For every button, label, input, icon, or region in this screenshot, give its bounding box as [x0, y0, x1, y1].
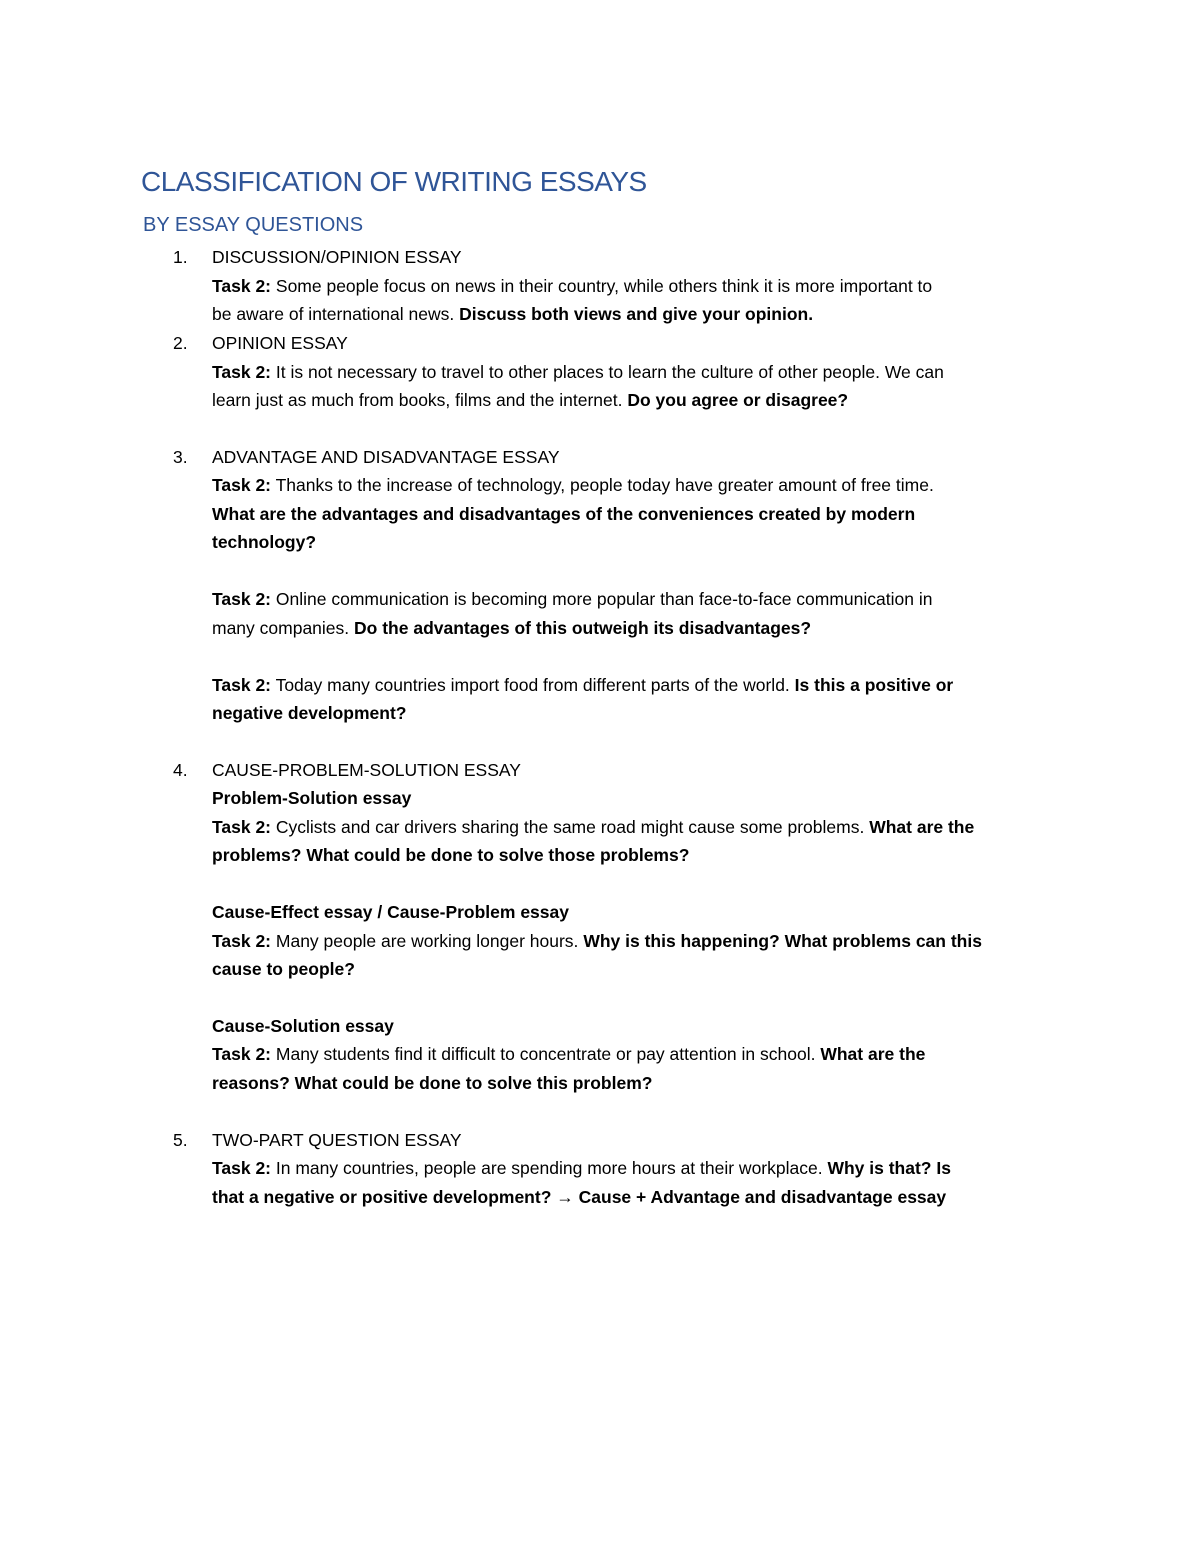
item-heading: CAUSE-PROBLEM-SOLUTION ESSAY [212, 760, 521, 780]
task-question: Do the advantages of this outweigh its disadvantages? [354, 618, 812, 638]
arrow-right-icon: → [556, 1187, 574, 1207]
task-line [212, 386, 848, 414]
subsection-heading: Cause-Solution essay [212, 1016, 394, 1036]
task-label: Task 2: [212, 362, 272, 382]
task-label: Task 2: [212, 1044, 272, 1064]
subsection-heading: Problem-Solution essay [212, 788, 412, 808]
task-question: What are the [869, 817, 975, 837]
task-note: Cause + Advantage and disadvantage essay [578, 1187, 947, 1207]
task-text: Cyclists and car drivers sharing the same road might cause some problems. [275, 817, 865, 837]
item-heading: DISCUSSION/OPINION ESSAY [212, 247, 462, 267]
task-text: Today many countries import food from different parts of the world. [275, 675, 790, 695]
task-label: Task 2: [212, 276, 272, 296]
task-line [212, 300, 813, 328]
task-label: Task 2: [212, 817, 272, 837]
task-text: Thanks to the increase of technology, people today have greater amount of free time. [275, 475, 934, 495]
task-question: Discuss both views and give your opinion. [459, 304, 814, 324]
task-text: many companies. [212, 618, 350, 638]
task-question: What are the [820, 1044, 926, 1064]
task-question: cause to people? [212, 959, 355, 979]
item-heading: OPINION ESSAY [212, 333, 348, 353]
task-question: Why is this happening? What problems can this [583, 931, 982, 951]
task-question: reasons? What could be done to solve this problem? [212, 1073, 653, 1093]
task-question: What are the advantages and disadvantages of the conveniences created by modern [212, 504, 916, 524]
page-subtitle: BY ESSAY QUESTIONS [143, 214, 364, 236]
task-text: Online communication is becoming more popular than face-to-face communication in [275, 589, 933, 609]
task-line [212, 1183, 946, 1211]
subsection-heading: Cause-Effect essay / Cause-Problem essay [212, 902, 569, 922]
task-question: Why is that? Is [827, 1158, 951, 1178]
item-heading: ADVANTAGE AND DISADVANTAGE ESSAY [212, 447, 560, 467]
item-number: 5. [173, 1130, 188, 1150]
item-heading: TWO-PART QUESTION ESSAY [212, 1130, 462, 1150]
page-title: CLASSIFICATION OF WRITING ESSAYS [141, 166, 647, 197]
task-question: negative development? [212, 703, 407, 723]
task-text: Many students find it difficult to concentrate or pay attention in school. [275, 1044, 816, 1064]
task-line [212, 614, 811, 642]
item-number: 3. [173, 447, 188, 467]
task-label: Task 2: [212, 675, 272, 695]
task-line [212, 813, 974, 841]
task-question: that a negative or positive development? [212, 1187, 552, 1207]
task-text: be aware of international news. [212, 304, 455, 324]
task-question: Is this a positive or [794, 675, 954, 695]
task-line [212, 671, 953, 699]
task-question: Do you agree or disagree? [627, 390, 849, 410]
task-label: Task 2: [212, 931, 272, 951]
task-line [212, 358, 944, 386]
task-line [212, 272, 932, 300]
task-line [212, 1154, 951, 1182]
item-number: 2. [173, 333, 188, 353]
task-text: It is not necessary to travel to other places to learn the culture of other people. We can [275, 362, 944, 382]
task-line [212, 927, 982, 955]
task-text: learn just as much from books, films and the internet. [212, 390, 623, 410]
task-label: Task 2: [212, 589, 272, 609]
task-question: technology? [212, 532, 317, 552]
task-line [212, 1040, 925, 1068]
task-line [212, 471, 934, 499]
task-question: problems? What could be done to solve those problems? [212, 845, 690, 865]
task-text: Many people are working longer hours. [275, 931, 579, 951]
item-number: 1. [173, 247, 188, 267]
task-text: Some people focus on news in their country, while others think it is more important to [275, 276, 933, 296]
task-label: Task 2: [212, 475, 272, 495]
task-line [212, 585, 932, 613]
task-label: Task 2: [212, 1158, 272, 1178]
task-text: In many countries, people are spending more hours at their workplace. [275, 1158, 823, 1178]
item-number: 4. [173, 760, 188, 780]
